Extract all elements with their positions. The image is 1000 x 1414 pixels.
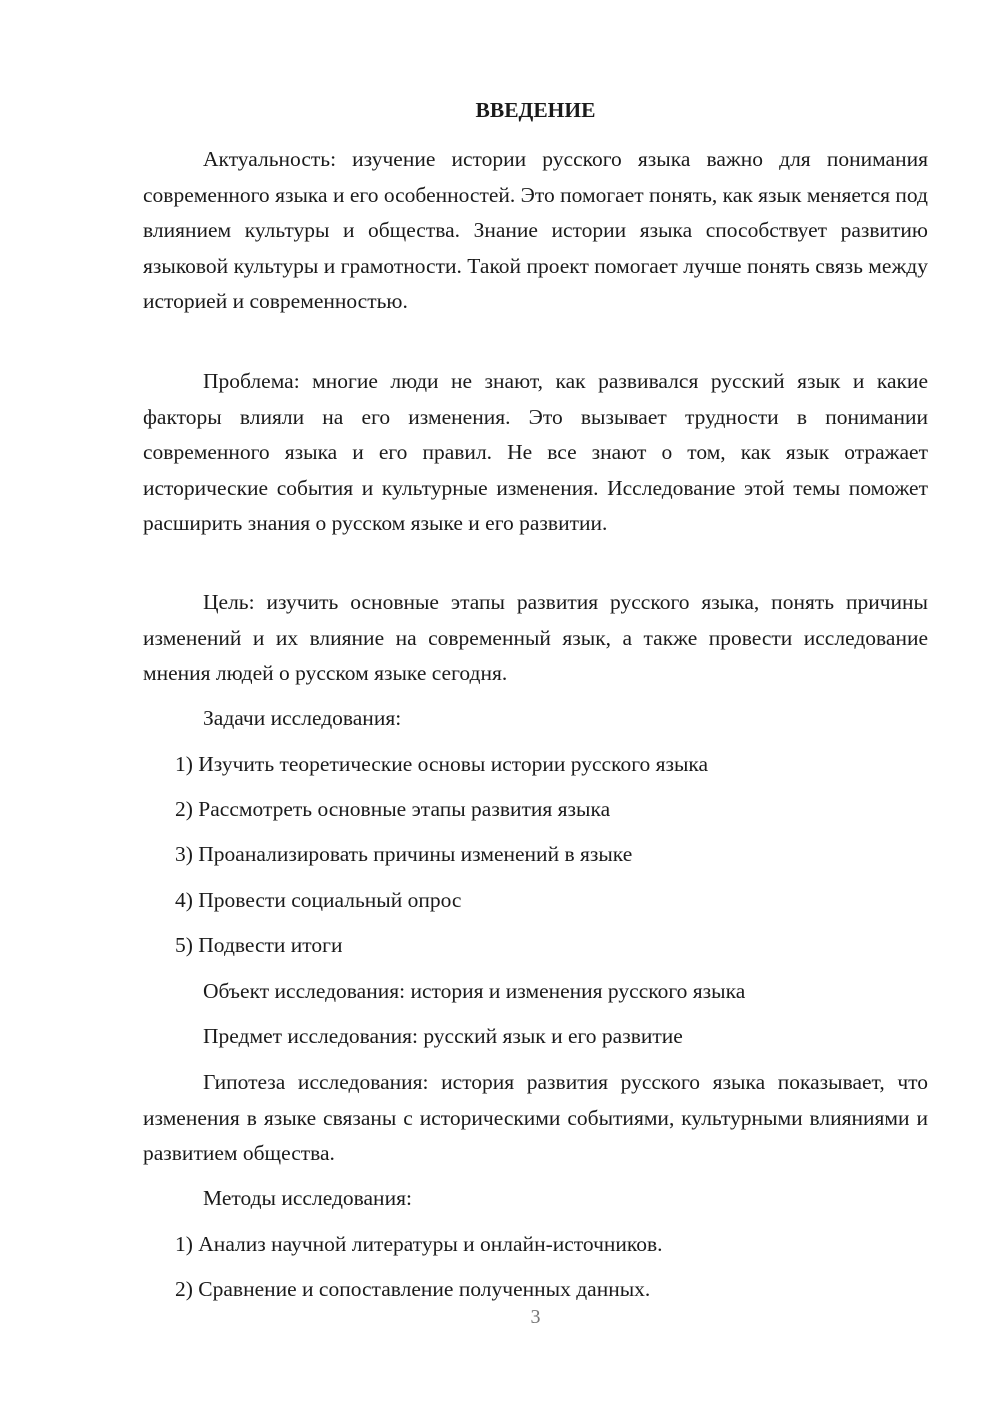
methods-heading: Методы исследования: bbox=[203, 1186, 412, 1210]
section-title: ВВЕДЕНИЕ bbox=[475, 98, 596, 122]
method-item: 2) Сравнение и сопоставление полученных данных. bbox=[175, 1277, 651, 1301]
goal-paragraph: Цель: изучить основные этапы развития русского языка, понять причины изменений и их влияние на современный язык, а также провести исследование мнения людей о русском языке сегодня. bbox=[143, 590, 928, 685]
hypothesis-paragraph: Гипотеза исследования: история развития русского языка показывает, что изменения в языке связаны с историческими событиями, культурными влияниями и развитием общества. bbox=[143, 1070, 928, 1165]
method-item: 1) Анализ научной литературы и онлайн-источников. bbox=[175, 1232, 663, 1256]
page-number: 3 bbox=[530, 1306, 541, 1328]
tasks-heading: Задачи исследования: bbox=[203, 706, 402, 730]
object-line: Объект исследования: история и изменения русского языка bbox=[203, 979, 746, 1003]
problem-paragraph: Проблема: многие люди не знают, как развивался русский язык и какие факторы влияли на его изменения. Это вызывает трудности в понимании современного языка и его правил. Не все знают о том, как язык отражает исторические события и культурные изменения. Исследование этой темы поможет расширить знания о русском языке и его развитии. bbox=[143, 369, 928, 535]
subject-line: Предмет исследования: русский язык и его развитие bbox=[203, 1024, 683, 1048]
task-item: 3) Проанализировать причины изменений в языке bbox=[175, 842, 633, 866]
task-item: 4) Провести социальный опрос bbox=[175, 888, 462, 912]
task-item: 5) Подвести итоги bbox=[175, 933, 343, 957]
task-item: 2) Рассмотреть основные этапы развития языка bbox=[175, 797, 611, 821]
relevance-paragraph: Актуальность: изучение истории русского языка важно для понимания современного языка и его особенностей. Это помогает понять, как язык меняется под влиянием культуры и общества. Знание истории языка способствует развитию языковой культуры и грамотности. Такой проект помогает лучше понять связь между историей и современностью. bbox=[143, 147, 928, 313]
task-item: 1) Изучить теоретические основы истории русского языка bbox=[175, 752, 709, 776]
